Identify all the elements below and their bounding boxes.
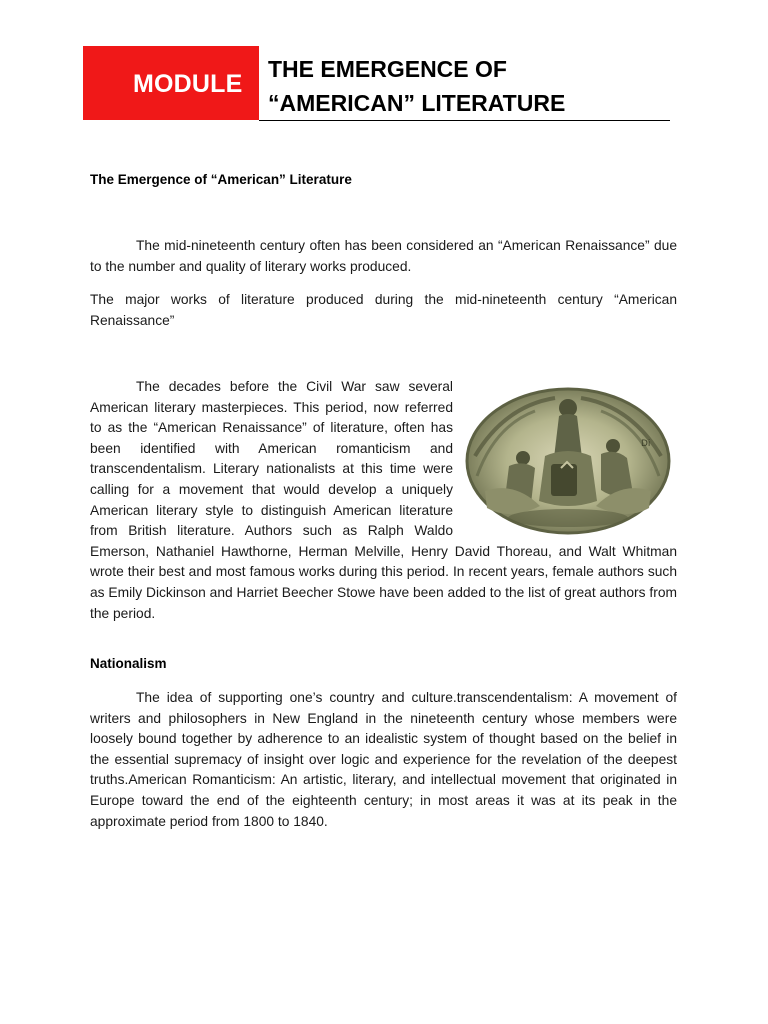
paragraph-major-works: The major works of literature produced during the mid-nineteenth century “American Renaissance” <box>90 292 677 328</box>
section-heading-nationalism: Nationalism <box>90 656 167 671</box>
module-header <box>83 46 670 121</box>
renaissance-text-block <box>90 377 677 624</box>
module-label: MODULE <box>133 70 243 98</box>
paragraph-renaissance-intro: The mid-nineteenth century often has been considered an “American Renaissance” due to the number and quality of literary works produced. <box>90 238 677 274</box>
module-badge <box>83 46 259 120</box>
engraved-medallion-image <box>465 386 671 536</box>
module-title-line1: THE EMERGENCE OF <box>268 56 507 82</box>
section-heading-emergence: The Emergence of “American” Literature <box>90 172 352 187</box>
header-divider <box>259 120 670 121</box>
svg-text:Di: Di <box>641 439 651 449</box>
paragraph-american-renaissance: The decades before the Civil War saw several American literary masterpieces. This period, now referred to as the “American Renaissance” of literature, often has been identified with American romanticism and transcendentalism. Literary nationalists at this time were calling for a movement that would develop a uniquely American literary style to distinguish American literature from British literature. Authors such as Ralph Waldo Emerson, Nathaniel Hawthorne, Herman Melville, Henry David Thoreau, and Walt Whitman wrote their best and most famous works during this period. In recent years, female authors such as Emily Dickinson and Harriet Beecher Stowe have been added to the list of great authors from the period. <box>90 379 677 621</box>
paragraph-nationalism: The idea of supporting one’s country and culture.transcendentalism: A movement of writers and philosophers in New England in the nineteenth century whose members were loosely bound together by adherence to an idealistic system of thought based on the belief in the essential supremacy of insight over logic and experience for the revelation of the deepest truths.American Romanticism: An artistic, literary, and intellectual movement that originated in Europe toward the end of the eighteenth century; in most areas it was at its peak in the approximate period from 1800 to 1840. <box>90 690 677 829</box>
module-title-line2: “AMERICAN” LITERATURE <box>268 90 566 116</box>
module-title <box>268 52 565 120</box>
